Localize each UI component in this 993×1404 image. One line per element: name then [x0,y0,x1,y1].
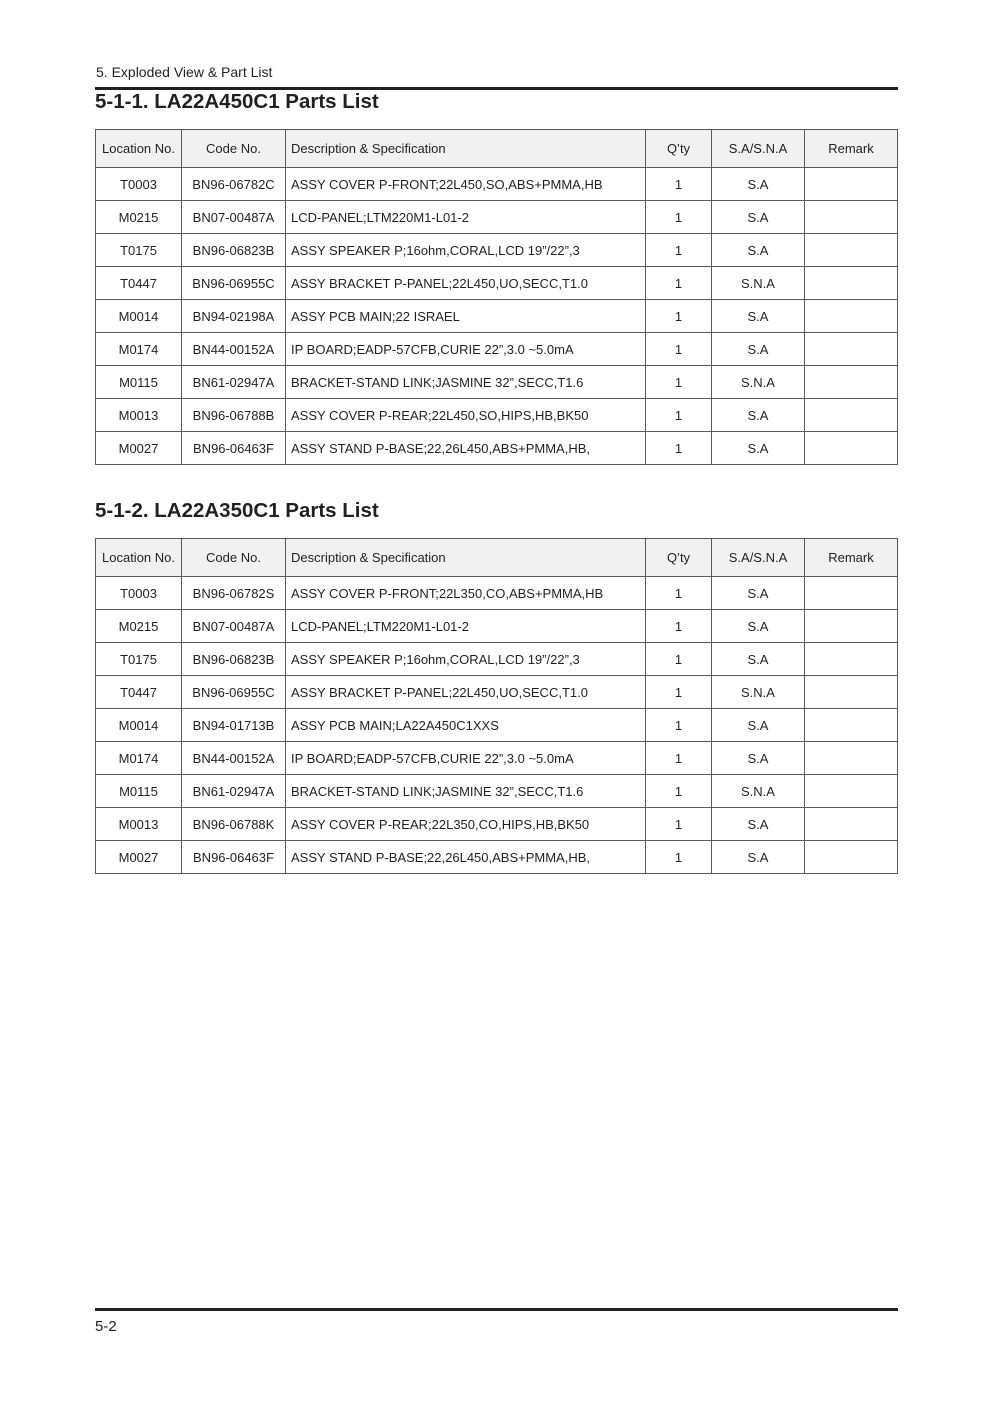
cell-qty: 1 [646,643,712,676]
cell-remark [805,399,898,432]
cell-location: M0215 [96,201,182,234]
cell-code: BN96-06782S [182,577,286,610]
cell-qty: 1 [646,333,712,366]
cell-sa-sna: S.A [712,709,805,742]
cell-description: BRACKET-STAND LINK;JASMINE 32”,SECC,T1.6 [286,775,646,808]
cell-sa-sna: S.A [712,841,805,874]
cell-description: ASSY COVER P-REAR;22L450,SO,HIPS,HB,BK50 [286,399,646,432]
cell-code: BN96-06463F [182,841,286,874]
cell-qty: 1 [646,808,712,841]
cell-code: BN96-06788K [182,808,286,841]
table-row [96,841,898,874]
cell-remark [805,201,898,234]
cell-remark [805,610,898,643]
column-header-code: Code No. [182,130,286,168]
cell-remark [805,300,898,333]
section-title-la22a350c1: 5-1-2. LA22A350C1 Parts List [95,499,379,522]
cell-description: ASSY COVER P-FRONT;22L450,SO,ABS+PMMA,HB [286,168,646,201]
column-header-location: Location No. [96,130,182,168]
parts-table-la22a450c1 [95,129,898,465]
table-row [96,168,898,201]
cell-code: BN07-00487A [182,201,286,234]
column-header-qty: Q’ty [646,130,712,168]
cell-location: T0175 [96,234,182,267]
cell-description: ASSY PCB MAIN;22 ISRAEL [286,300,646,333]
cell-remark [805,267,898,300]
column-header-sa-sna: S.A/S.N.A [712,130,805,168]
cell-sa-sna: S.A [712,577,805,610]
cell-qty: 1 [646,610,712,643]
cell-code: BN96-06463F [182,432,286,465]
column-header-location: Location No. [96,539,182,577]
cell-location: T0175 [96,643,182,676]
cell-remark [805,742,898,775]
cell-description: ASSY SPEAKER P;16ohm,CORAL,LCD 19”/22”,3 [286,234,646,267]
cell-description: ASSY STAND P-BASE;22,26L450,ABS+PMMA,HB, [286,432,646,465]
cell-qty: 1 [646,432,712,465]
cell-location: M0115 [96,775,182,808]
cell-description: ASSY STAND P-BASE;22,26L450,ABS+PMMA,HB, [286,841,646,874]
column-header-description: Description & Specification [286,539,646,577]
cell-description: BRACKET-STAND LINK;JASMINE 32”,SECC,T1.6 [286,366,646,399]
column-header-qty: Q’ty [646,539,712,577]
cell-code: BN44-00152A [182,742,286,775]
cell-code: BN96-06782C [182,168,286,201]
page-number: 5-2 [95,1318,117,1335]
column-header-remark: Remark [805,539,898,577]
cell-sa-sna: S.A [712,432,805,465]
cell-location: M0013 [96,808,182,841]
cell-remark [805,234,898,267]
cell-qty: 1 [646,267,712,300]
table-row [96,267,898,300]
cell-code: BN96-06955C [182,267,286,300]
cell-description: IP BOARD;EADP-57CFB,CURIE 22”,3.0 ~5.0mA [286,742,646,775]
table-row [96,775,898,808]
cell-remark [805,709,898,742]
cell-location: T0447 [96,267,182,300]
cell-remark [805,432,898,465]
table-row [96,432,898,465]
cell-sa-sna: S.N.A [712,366,805,399]
cell-code: BN07-00487A [182,610,286,643]
section-title-la22a450c1: 5-1-1. LA22A450C1 Parts List [95,90,379,113]
cell-remark [805,676,898,709]
cell-qty: 1 [646,676,712,709]
cell-qty: 1 [646,201,712,234]
cell-sa-sna: S.A [712,333,805,366]
cell-description: LCD-PANEL;LTM220M1-L01-2 [286,201,646,234]
cell-description: LCD-PANEL;LTM220M1-L01-2 [286,610,646,643]
table-row [96,201,898,234]
footer-rule [95,1308,898,1311]
cell-code: BN96-06823B [182,234,286,267]
cell-location: M0014 [96,300,182,333]
cell-description: ASSY COVER P-REAR;22L350,CO,HIPS,HB,BK50 [286,808,646,841]
cell-description: IP BOARD;EADP-57CFB,CURIE 22”,3.0 ~5.0mA [286,333,646,366]
cell-location: M0115 [96,366,182,399]
cell-remark [805,366,898,399]
cell-remark [805,808,898,841]
table-header-row [96,130,898,168]
cell-remark [805,333,898,366]
cell-qty: 1 [646,841,712,874]
cell-code: BN61-02947A [182,366,286,399]
cell-sa-sna: S.A [712,168,805,201]
cell-location: T0003 [96,168,182,201]
cell-code: BN96-06788B [182,399,286,432]
cell-description: ASSY PCB MAIN;LA22A450C1XXS [286,709,646,742]
cell-sa-sna: S.A [712,399,805,432]
table-row [96,709,898,742]
column-header-code: Code No. [182,539,286,577]
column-header-remark: Remark [805,130,898,168]
cell-description: ASSY BRACKET P-PANEL;22L450,UO,SECC,T1.0 [286,676,646,709]
table-row [96,577,898,610]
cell-description: ASSY BRACKET P-PANEL;22L450,UO,SECC,T1.0 [286,267,646,300]
table-row [96,676,898,709]
table-row [96,808,898,841]
cell-remark [805,841,898,874]
cell-sa-sna: S.A [712,201,805,234]
cell-location: M0027 [96,841,182,874]
cell-sa-sna: S.A [712,808,805,841]
column-header-description: Description & Specification [286,130,646,168]
cell-code: BN96-06823B [182,643,286,676]
cell-sa-sna: S.A [712,742,805,775]
cell-sa-sna: S.N.A [712,676,805,709]
cell-description: ASSY SPEAKER P;16ohm,CORAL,LCD 19”/22”,3 [286,643,646,676]
cell-location: M0027 [96,432,182,465]
parts-table-la22a350c1 [95,538,898,874]
cell-qty: 1 [646,300,712,333]
table-row [96,333,898,366]
table-row [96,742,898,775]
cell-description: ASSY COVER P-FRONT;22L350,CO,ABS+PMMA,HB [286,577,646,610]
table-row [96,366,898,399]
cell-sa-sna: S.A [712,643,805,676]
cell-qty: 1 [646,168,712,201]
cell-location: M0174 [96,333,182,366]
cell-code: BN96-06955C [182,676,286,709]
table-header-row [96,539,898,577]
cell-sa-sna: S.A [712,300,805,333]
table-row [96,234,898,267]
cell-sa-sna: S.N.A [712,775,805,808]
cell-qty: 1 [646,577,712,610]
cell-code: BN44-00152A [182,333,286,366]
cell-qty: 1 [646,709,712,742]
cell-remark [805,775,898,808]
table-row [96,399,898,432]
cell-code: BN94-02198A [182,300,286,333]
cell-qty: 1 [646,234,712,267]
column-header-sa-sna: S.A/S.N.A [712,539,805,577]
cell-location: M0013 [96,399,182,432]
table-row [96,610,898,643]
table-row [96,643,898,676]
cell-sa-sna: S.N.A [712,267,805,300]
cell-qty: 1 [646,775,712,808]
cell-remark [805,168,898,201]
cell-qty: 1 [646,399,712,432]
cell-remark [805,577,898,610]
cell-qty: 1 [646,366,712,399]
cell-location: M0174 [96,742,182,775]
cell-location: T0447 [96,676,182,709]
cell-code: BN94-01713B [182,709,286,742]
cell-qty: 1 [646,742,712,775]
cell-location: T0003 [96,577,182,610]
cell-location: M0014 [96,709,182,742]
cell-sa-sna: S.A [712,234,805,267]
cell-remark [805,643,898,676]
cell-sa-sna: S.A [712,610,805,643]
cell-code: BN61-02947A [182,775,286,808]
cell-location: M0215 [96,610,182,643]
running-header: 5. Exploded View & Part List [96,64,273,80]
table-row [96,300,898,333]
